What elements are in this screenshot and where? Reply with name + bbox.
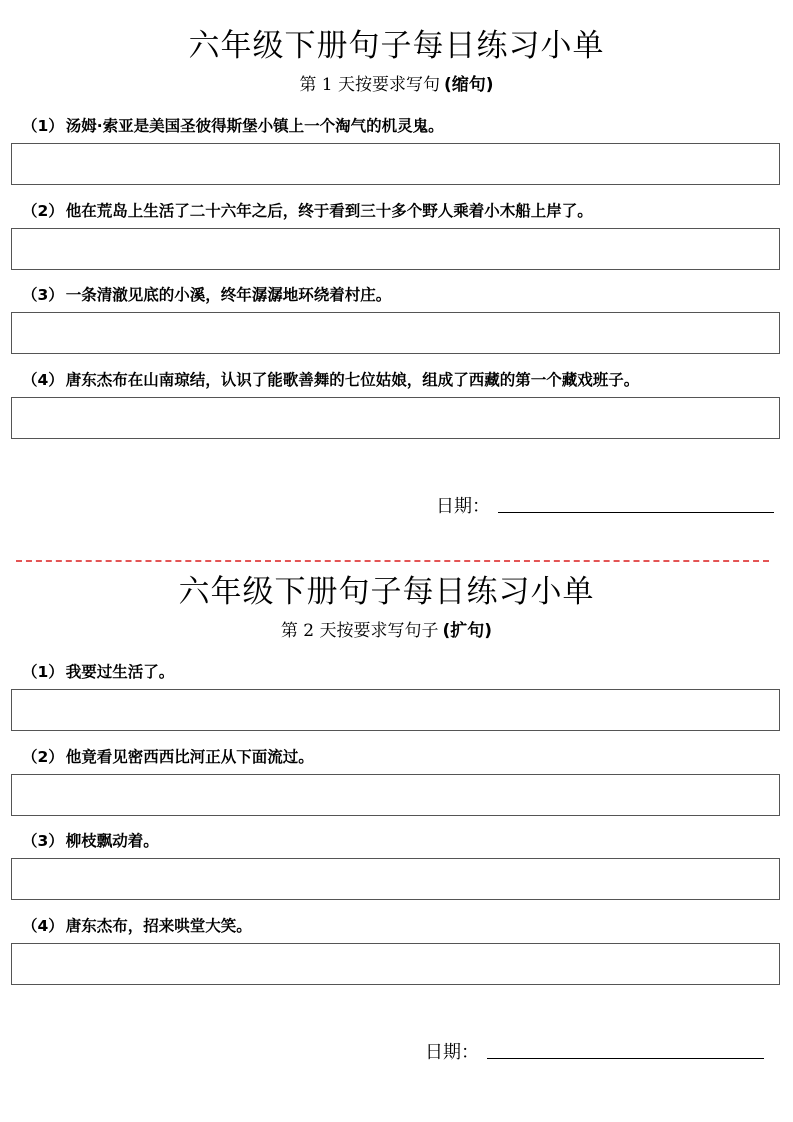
answer-box-2[interactable] (11, 774, 780, 816)
question-text: 唐东杰布，招来哄堂大笑。 (65, 917, 252, 935)
question-number: （2） (22, 202, 64, 220)
question-1 (22, 660, 174, 682)
subtitle-text: 第 1 天按要求写句 (299, 75, 441, 95)
question-number: （2） (22, 748, 64, 766)
answer-box-1[interactable] (11, 689, 780, 731)
question-3 (22, 283, 391, 305)
worksheet-title: 六年级下册句子每日练习小单 (178, 574, 595, 610)
task-tag: (缩句) (444, 75, 494, 95)
question-text: 我要过生活了。 (65, 663, 175, 681)
question-number: （1） (22, 117, 64, 135)
answer-box-4[interactable] (11, 943, 780, 985)
answer-box-3[interactable] (11, 312, 780, 354)
subtitle-text: 第 2 天按要求写句子 (280, 621, 439, 641)
question-text: 唐东杰布在山南琼结，认识了能歌善舞的七位姑娘，组成了西藏的第一个藏戏班子。 (65, 371, 640, 389)
question-number: （3） (22, 832, 64, 850)
cut-line (16, 560, 769, 562)
worksheet-title: 六年级下册句子每日练习小单 (188, 28, 605, 64)
question-number: （4） (22, 917, 64, 935)
date-field[interactable] (498, 512, 774, 513)
question-text: 汤姆·索亚是美国圣彼得斯堡小镇上一个淘气的机灵鬼。 (65, 117, 444, 135)
answer-box-2[interactable] (11, 228, 780, 270)
task-tag: (扩句) (442, 621, 493, 641)
question-3 (22, 829, 159, 851)
answer-box-4[interactable] (11, 397, 780, 439)
question-4 (22, 368, 639, 390)
question-1 (22, 114, 444, 136)
question-2 (22, 199, 593, 221)
question-text: 一条清澈见底的小溪，终年潺潺地环绕着村庄。 (65, 286, 392, 304)
question-2 (22, 745, 314, 767)
question-number: （4） (22, 371, 64, 389)
question-4 (22, 914, 252, 936)
worksheet-subtitle (0, 616, 783, 641)
answer-box-3[interactable] (11, 858, 780, 900)
date-label: 日期： (425, 1042, 479, 1063)
date-field[interactable] (487, 1058, 764, 1059)
worksheet-subtitle (0, 70, 793, 95)
question-number: （1） (22, 663, 64, 681)
question-text: 他竟看见密西西比河正从下面流过。 (65, 748, 314, 766)
question-text: 他在荒岛上生活了二十六年之后，终于看到三十多个野人乘着小木船上岸了。 (65, 202, 593, 220)
date-label: 日期： (436, 496, 490, 517)
answer-box-1[interactable] (11, 143, 780, 185)
question-text: 柳枝飘动着。 (65, 832, 159, 850)
question-number: （3） (22, 286, 64, 304)
